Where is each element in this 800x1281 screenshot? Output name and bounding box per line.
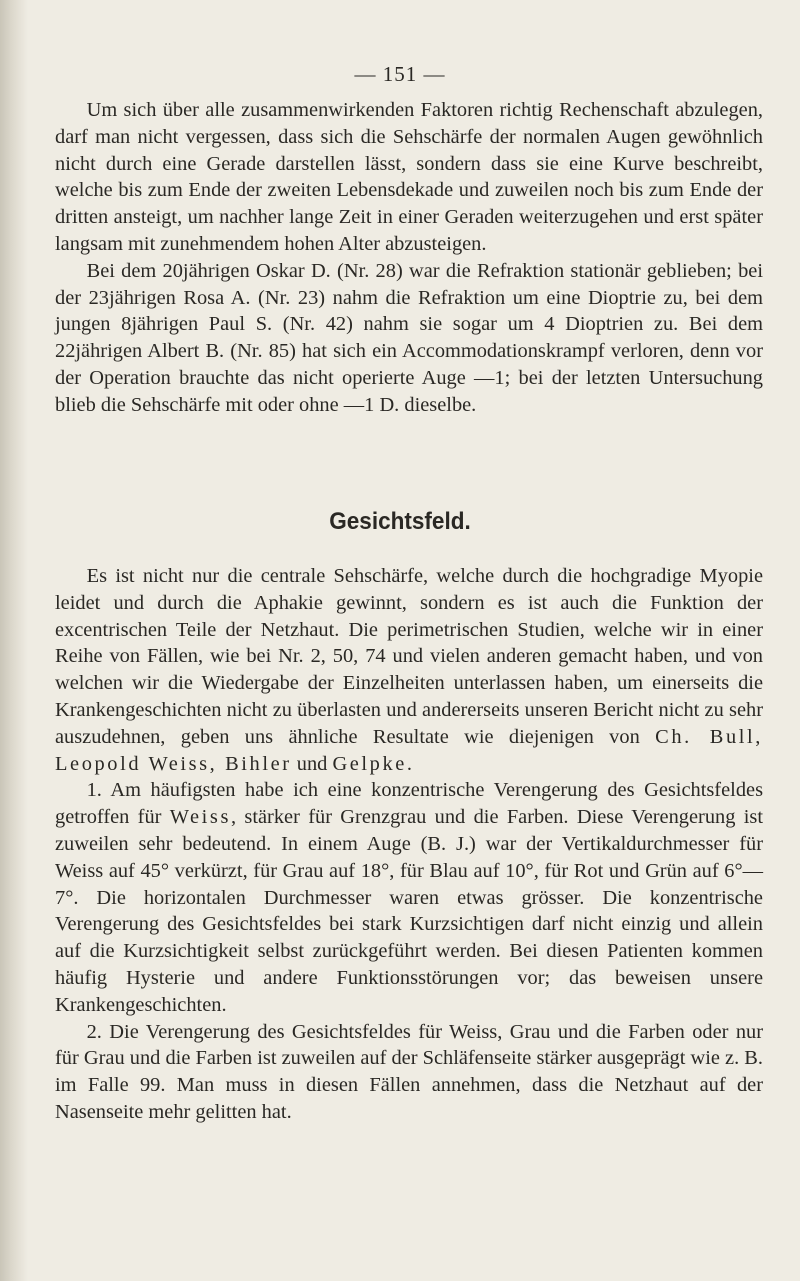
- paragraph-perimetrie-end: .: [406, 752, 413, 775]
- author-names: Ch. Bull, Leopold Weiss, Bihler: [55, 725, 763, 775]
- page-number: — 151 —: [354, 62, 446, 86]
- paragraph-refraktion-faelle: Bei dem 20jährigen Oskar D. (Nr. 28) war die Refraktion stationär geblieben; bei der 23jährigen Rosa A. (Nr. 23) nahm die Refraktion um eine Dioptrie zu, bei dem jungen 8jährigen Paul S. (Nr. 42) nahm sie sogar um 4 Dioptrien zu. Bei dem 22jährigen Albert B. (Nr. 85) hat sich ein Accommodationskrampf verloren, denn vor der Operation brauchte das nicht operierte Auge —1; bei der letzten Untersuchung blieb die Sehschärfe mit oder ohne —1 D. dieselbe.: [55, 259, 763, 416]
- paragraph-konz-rest: , stärker für Grenzgrau und die Farben. Diese Verengerung ist zuweilen sehr bedeutend. In einem Auge (B. J.) war der Vertikaldurchmesser für Weiss auf 45° verkürzt, für Grau auf 18°, für Blau auf 10°, für Rot und Grün auf 6°—7°. Die horizontalen Durchmesser waren etwas grösser. Die konzentrische Verengerung des Gesichtsfeldes bei stark Kurzsichtigen darf nicht einzig und allein auf die Kurzsichtigkeit selbst zurückgeführt werden. Bei diesen Patienten kommen häufig Hysterie und andere Funktionsstörungen vor; das beweisen unsere Krankengeschichten.: [55, 806, 764, 1016]
- text-block-gesichtsfeld: [55, 563, 763, 1126]
- emphasis-weiss: Weiss: [169, 806, 231, 829]
- paragraph-sehschaerfe-kurve: Um sich über alle zusammenwirkenden Faktoren richtig Rechenschaft abzulegen, darf man nicht vergessen, dass sich die Sehschärfe der normalen Augen gewöhnlich nicht durch eine Gerade darstellen lässt, sondern dass sie eine Kurve beschreibt, welche bis zum Ende der zweiten Lebensdekade und zuweilen noch bis zum Ende der dritten ansteigt, um nachher lange Zeit in einer Geraden weiterzugehen und erst später langsam mit zunehmendem hohen Alter abzusteigen.: [55, 99, 763, 255]
- text-block-intro: [55, 97, 763, 419]
- paragraph-konz-start: 1. Am häufigsten habe ich eine konzentrische Verengerung des Gesichtsfeldes getroffen für: [55, 779, 763, 829]
- author-name-last: Gelpke: [332, 752, 407, 775]
- paragraph-perimetrie: [55, 563, 763, 777]
- paragraph-konzentrische-verengerung: [55, 777, 763, 1018]
- connector-und: und: [291, 752, 333, 775]
- paragraph-perimetrie-text: Es ist nicht nur die centrale Sehschärfe, welche durch die hochgradige Myopie leidet und durch die Aphakie gewinnt, sondern es ist auch die Funktion der excentrischen Teile der Netzhaut. Die perimetrischen Studien, welche wir in einer Reihe von Fällen, wie bei Nr. 2, 50, 74 und vielen anderen gemacht haben, und von welchen wir die Wiedergabe der Einzelheiten unterlassen haben, um einerseits die Krankengeschichten nicht zu überlasten und andererseits unseren Bericht nicht zu sehr auszudehnen, geben uns ähnliche Resultate wie diejenigen von: [55, 565, 763, 748]
- section-heading-gesichtsfeld: Gesichtsfeld.: [329, 508, 471, 535]
- paragraph-schlaefenseite: 2. Die Verengerung des Gesichtsfeldes für Weiss, Grau und die Farben oder nur für Grau und die Farben ist zuweilen auf der Schläfenseite stärker ausgeprägt wie z. B. im Falle 99. Man muss in diesen Fällen annehmen, dass die Netzhaut auf der Nasenseite mehr gelitten hat.: [55, 1020, 763, 1123]
